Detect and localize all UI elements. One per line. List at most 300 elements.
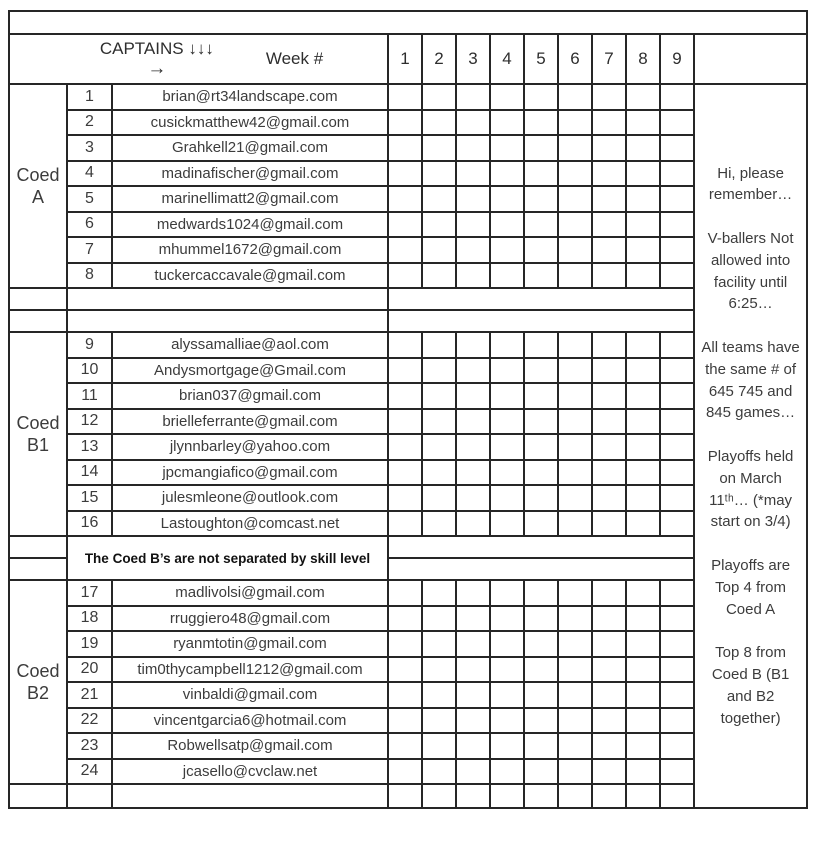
week-score-cell[interactable] [660,682,694,708]
week-score-cell[interactable] [422,733,456,759]
week-score-cell[interactable] [422,212,456,238]
captain-email-cell[interactable]: madinafischer@gmail.com [112,161,388,187]
captain-email-cell[interactable]: vincentgarcia6@hotmail.com [112,708,388,734]
spacer-cell [9,558,67,580]
week-score-cell[interactable] [422,161,456,187]
week-score-cell[interactable] [422,580,456,606]
week-score-cell[interactable] [524,212,558,238]
week-score-cell[interactable] [660,358,694,384]
week-column-header: 9 [660,34,694,84]
week-score-cell[interactable] [626,332,660,358]
week-score-cell[interactable] [524,237,558,263]
week-score-cell[interactable] [626,485,660,511]
week-score-cell[interactable] [388,383,422,409]
captain-email-cell[interactable]: marinellimatt2@gmail.com [112,186,388,212]
week-score-cell[interactable] [422,784,456,808]
week-score-cell[interactable] [660,759,694,785]
week-score-cell[interactable] [660,332,694,358]
table-row [9,358,807,384]
table-row [9,237,807,263]
week-score-cell[interactable] [456,759,490,785]
week-score-cell[interactable] [456,409,490,435]
week-score-cell[interactable] [558,332,592,358]
captain-email-cell[interactable]: brielleferrante@gmail.com [112,409,388,435]
right-arrow-icon: → [147,57,167,79]
week-score-cell[interactable] [592,784,626,808]
week-score-cell[interactable] [388,657,422,683]
week-score-cell[interactable] [558,606,592,632]
week-score-cell[interactable] [456,186,490,212]
week-score-cell[interactable] [592,332,626,358]
table-row [9,682,807,708]
captain-email-cell[interactable]: brian037@gmail.com [112,383,388,409]
week-score-cell[interactable] [626,383,660,409]
week-score-cell[interactable] [422,332,456,358]
captain-email-cell[interactable]: jpcmangiafico@gmail.com [112,460,388,486]
week-score-cell[interactable] [490,84,524,110]
captain-email-cell[interactable]: jcasello@cvclaw.net [112,759,388,785]
week-score-cell[interactable] [422,682,456,708]
week-score-cell[interactable] [592,460,626,486]
team-number-cell: 20 [67,657,112,683]
week-score-cell[interactable] [388,84,422,110]
week-score-cell[interactable] [388,759,422,785]
captain-email-cell[interactable]: Robwellsatp@gmail.com [112,733,388,759]
week-score-cell[interactable] [388,409,422,435]
week-score-cell[interactable] [388,110,422,136]
week-score-cell[interactable] [524,682,558,708]
week-score-cell[interactable] [558,580,592,606]
table-row [9,409,807,435]
captains-label: CAPTAINS ↓↓↓ [99,39,214,59]
week-score-cell[interactable] [626,409,660,435]
week-score-cell[interactable] [558,84,592,110]
week-score-cell[interactable] [456,511,490,537]
week-score-cell[interactable] [490,460,524,486]
week-score-cell[interactable] [422,186,456,212]
week-score-cell[interactable] [490,263,524,289]
week-score-cell[interactable] [456,580,490,606]
week-score-cell[interactable] [592,511,626,537]
week-score-cell[interactable] [660,84,694,110]
week-score-cell[interactable] [592,409,626,435]
week-score-cell[interactable] [490,186,524,212]
top-spacer-cell [9,11,807,34]
week-score-cell[interactable] [592,657,626,683]
week-score-cell[interactable] [388,332,422,358]
week-score-cell[interactable] [490,708,524,734]
week-score-cell[interactable] [660,186,694,212]
week-score-cell[interactable] [660,434,694,460]
week-score-cell[interactable] [626,657,660,683]
week-score-cell[interactable] [490,110,524,136]
week-score-cell[interactable] [660,606,694,632]
week-score-cell[interactable] [558,631,592,657]
week-score-cell[interactable] [558,161,592,187]
team-number-cell: 19 [67,631,112,657]
week-score-cell[interactable] [388,186,422,212]
captain-email-cell[interactable]: ryanmtotin@gmail.com [112,631,388,657]
team-number-cell: 3 [67,135,112,161]
week-score-cell[interactable] [388,237,422,263]
week-score-cell[interactable] [456,460,490,486]
week-score-cell[interactable] [490,733,524,759]
week-score-cell[interactable] [490,511,524,537]
week-score-cell[interactable] [626,84,660,110]
week-score-cell[interactable] [388,682,422,708]
week-score-cell[interactable] [558,708,592,734]
table-row [9,733,807,759]
week-score-cell[interactable] [524,110,558,136]
week-score-cell[interactable] [388,606,422,632]
week-score-cell[interactable] [592,606,626,632]
week-score-cell[interactable] [388,708,422,734]
week-score-cell[interactable] [660,631,694,657]
week-score-cell[interactable] [660,460,694,486]
week-score-cell[interactable] [558,657,592,683]
week-score-cell[interactable] [558,511,592,537]
division-label: Coed B2 [9,580,67,784]
week-score-cell[interactable] [456,485,490,511]
week-score-cell[interactable] [626,511,660,537]
spacer-cell [9,288,67,310]
table-row [9,135,807,161]
week-score-cell[interactable] [626,358,660,384]
week-score-cell[interactable] [524,580,558,606]
table-row [9,708,807,734]
captain-email-cell[interactable]: rruggiero48@gmail.com [112,606,388,632]
week-score-cell[interactable] [558,409,592,435]
table-row [9,759,807,785]
captain-email-cell[interactable]: brian@rt34landscape.com [112,84,388,110]
notes-panel [694,84,807,808]
week-score-cell[interactable] [524,332,558,358]
week-score-cell[interactable] [422,434,456,460]
table-body [9,84,807,808]
table-row [9,332,807,358]
week-score-cell[interactable] [422,84,456,110]
week-score-cell[interactable] [592,161,626,187]
week-score-cell[interactable] [524,511,558,537]
team-number-cell: 24 [67,759,112,785]
week-score-cell[interactable] [558,135,592,161]
week-score-cell[interactable] [592,580,626,606]
week-score-cell[interactable] [592,708,626,734]
week-score-cell[interactable] [592,383,626,409]
week-score-cell[interactable] [626,631,660,657]
week-score-cell[interactable] [626,161,660,187]
week-score-cell[interactable] [558,434,592,460]
week-score-cell[interactable] [422,409,456,435]
week-score-cell[interactable] [558,682,592,708]
team-number-cell: 23 [67,733,112,759]
table-row [9,288,807,310]
week-score-cell[interactable] [660,263,694,289]
week-score-cell[interactable] [558,759,592,785]
spacer-cell [9,784,67,808]
week-score-cell[interactable] [490,358,524,384]
week-score-cell[interactable] [422,657,456,683]
week-score-cell[interactable] [524,161,558,187]
week-score-cell[interactable] [626,212,660,238]
captain-email-cell[interactable]: tuckercaccavale@gmail.com [112,263,388,289]
week-score-cell[interactable] [626,460,660,486]
notes-header-spacer-cell [694,34,807,84]
week-column-header: 4 [490,34,524,84]
week-score-cell[interactable] [388,485,422,511]
week-score-cell[interactable] [660,784,694,808]
captains-table [8,10,808,809]
week-score-cell[interactable] [660,409,694,435]
week-score-cell[interactable] [456,434,490,460]
week-score-cell[interactable] [660,511,694,537]
week-score-cell[interactable] [524,657,558,683]
week-score-cell[interactable] [456,110,490,136]
week-score-cell[interactable] [524,84,558,110]
week-score-cell[interactable] [422,237,456,263]
captain-email-cell[interactable]: vinbaldi@gmail.com [112,682,388,708]
week-score-cell[interactable] [660,212,694,238]
table-row [9,511,807,537]
week-column-header: 7 [592,34,626,84]
week-score-cell[interactable] [592,434,626,460]
week-score-cell[interactable] [456,263,490,289]
week-score-cell[interactable] [626,186,660,212]
week-score-cell[interactable] [524,485,558,511]
week-score-cell[interactable] [422,708,456,734]
week-score-cell[interactable] [490,682,524,708]
week-score-cell[interactable] [592,135,626,161]
week-score-cell[interactable] [490,332,524,358]
week-score-cell[interactable] [456,733,490,759]
week-score-cell[interactable] [388,434,422,460]
week-score-cell[interactable] [660,161,694,187]
note-paragraph: Hi, please remember… [708,164,793,204]
week-score-cell[interactable] [558,485,592,511]
captain-email-cell[interactable]: tim0thycampbell1212@gmail.com [112,657,388,683]
week-score-cell[interactable] [626,682,660,708]
week-score-cell[interactable] [626,237,660,263]
week-score-cell[interactable] [592,733,626,759]
team-number-cell: 6 [67,212,112,238]
week-score-cell[interactable] [456,237,490,263]
week-score-cell[interactable] [660,110,694,136]
week-score-cell[interactable] [558,186,592,212]
week-score-cell[interactable] [626,784,660,808]
week-score-cell[interactable] [558,383,592,409]
week-score-cell[interactable] [388,733,422,759]
week-score-cell[interactable] [524,409,558,435]
week-score-cell[interactable] [558,784,592,808]
table-row [9,161,807,187]
week-score-cell[interactable] [524,784,558,808]
week-score-cell[interactable] [456,606,490,632]
captain-email-cell[interactable]: madlivolsi@gmail.com [112,580,388,606]
team-number-cell: 17 [67,580,112,606]
week-score-cell[interactable] [592,631,626,657]
week-score-cell[interactable] [558,263,592,289]
week-score-cell[interactable] [524,263,558,289]
week-score-cell[interactable] [456,631,490,657]
week-score-cell[interactable] [660,237,694,263]
week-score-cell[interactable] [456,135,490,161]
week-score-cell[interactable] [626,759,660,785]
week-score-cell[interactable] [388,580,422,606]
week-score-cell[interactable] [456,358,490,384]
week-score-cell[interactable] [490,580,524,606]
week-score-cell[interactable] [660,733,694,759]
table-row [9,84,807,110]
week-score-cell[interactable] [388,784,422,808]
captain-email-cell[interactable]: julesmleone@outlook.com [112,485,388,511]
week-score-cell[interactable] [456,84,490,110]
week-score-cell[interactable] [524,708,558,734]
week-score-cell[interactable] [660,708,694,734]
captain-email-cell[interactable]: cusickmatthew42@gmail.com [112,110,388,136]
week-score-cell[interactable] [456,708,490,734]
week-score-cell[interactable] [524,631,558,657]
spacer-cell [67,310,388,332]
week-score-cell[interactable] [422,511,456,537]
week-score-cell[interactable] [422,383,456,409]
week-score-cell[interactable] [558,733,592,759]
week-score-cell[interactable] [490,631,524,657]
table-row [9,310,807,332]
week-score-cell[interactable] [592,186,626,212]
captain-email-cell[interactable]: Andysmortgage@Gmail.com [112,358,388,384]
week-score-cell[interactable] [422,759,456,785]
week-score-cell[interactable] [490,657,524,683]
week-score-cell[interactable] [524,759,558,785]
team-number-cell: 12 [67,409,112,435]
week-score-cell[interactable] [626,708,660,734]
week-score-cell[interactable] [592,110,626,136]
week-score-cell[interactable] [558,358,592,384]
week-score-cell[interactable] [592,485,626,511]
week-score-cell[interactable] [592,263,626,289]
team-number-cell: 21 [67,682,112,708]
spacer-cell [388,310,694,332]
week-score-cell[interactable] [490,383,524,409]
week-score-cell[interactable] [592,682,626,708]
week-score-cell[interactable] [626,135,660,161]
week-score-cell[interactable] [388,460,422,486]
captain-email-cell[interactable]: alyssamalliae@aol.com [112,332,388,358]
week-score-cell[interactable] [422,110,456,136]
week-score-cell[interactable] [422,485,456,511]
week-score-cell[interactable] [592,212,626,238]
week-score-cell[interactable] [490,784,524,808]
week-score-cell[interactable] [660,135,694,161]
week-score-cell[interactable] [592,84,626,110]
note-paragraph: Playoffs held on March 11ᵗʰ… (*may start on 3/4) [707,448,794,531]
table-row [9,383,807,409]
table-row [9,606,807,632]
week-score-cell[interactable] [456,332,490,358]
week-score-cell[interactable] [388,212,422,238]
week-score-cell[interactable] [388,135,422,161]
week-score-cell[interactable] [388,358,422,384]
week-column-header: 5 [524,34,558,84]
week-score-cell[interactable] [456,212,490,238]
week-score-cell[interactable] [558,110,592,136]
week-score-cell[interactable] [626,110,660,136]
week-score-cell[interactable] [388,161,422,187]
table-row [9,110,807,136]
week-score-cell[interactable] [524,186,558,212]
week-score-cell[interactable] [422,263,456,289]
week-score-cell[interactable] [524,460,558,486]
week-score-cell[interactable] [524,135,558,161]
table-row [9,212,807,238]
week-score-cell[interactable] [524,606,558,632]
week-score-cell[interactable] [524,358,558,384]
week-score-cell[interactable] [558,212,592,238]
week-score-cell[interactable] [660,485,694,511]
week-score-cell[interactable] [422,358,456,384]
spacer-cell [9,536,67,558]
week-score-cell[interactable] [456,657,490,683]
week-score-cell[interactable] [490,161,524,187]
week-score-cell[interactable] [558,237,592,263]
week-score-cell[interactable] [388,631,422,657]
captain-email-cell[interactable]: medwards1024@gmail.com [112,212,388,238]
week-score-cell[interactable] [456,784,490,808]
week-score-cell[interactable] [422,606,456,632]
captain-email-cell[interactable]: jlynnbarley@yahoo.com [112,434,388,460]
captain-email-cell[interactable]: Grahkell21@gmail.com [112,135,388,161]
week-score-cell[interactable] [456,682,490,708]
table-row [9,485,807,511]
week-number-label: Week # [265,49,324,68]
week-score-cell[interactable] [592,358,626,384]
week-score-cell[interactable] [490,606,524,632]
week-score-cell[interactable] [524,383,558,409]
week-score-cell[interactable] [422,135,456,161]
week-score-cell[interactable] [626,733,660,759]
week-score-cell[interactable] [456,161,490,187]
week-score-cell[interactable] [388,511,422,537]
week-score-cell[interactable] [490,212,524,238]
week-score-cell[interactable] [626,606,660,632]
week-score-cell[interactable] [626,434,660,460]
table-row [9,631,807,657]
week-score-cell[interactable] [660,657,694,683]
week-score-cell[interactable] [490,237,524,263]
week-score-cell[interactable] [490,759,524,785]
week-score-cell[interactable] [490,485,524,511]
week-score-cell[interactable] [422,460,456,486]
week-score-cell[interactable] [490,135,524,161]
table-row [9,11,807,34]
week-score-cell[interactable] [524,733,558,759]
week-score-cell[interactable] [592,759,626,785]
week-score-cell[interactable] [626,263,660,289]
week-score-cell[interactable] [524,434,558,460]
week-score-cell[interactable] [660,580,694,606]
week-score-cell[interactable] [388,263,422,289]
week-score-cell[interactable] [660,383,694,409]
week-score-cell[interactable] [626,580,660,606]
week-score-cell[interactable] [490,434,524,460]
week-score-cell[interactable] [592,237,626,263]
week-score-cell[interactable] [490,409,524,435]
captain-email-cell[interactable]: mhummel1672@gmail.com [112,237,388,263]
week-score-cell[interactable] [456,383,490,409]
captain-email-cell[interactable]: Lastoughton@comcast.net [112,511,388,537]
week-score-cell[interactable] [558,460,592,486]
week-score-cell[interactable] [422,631,456,657]
